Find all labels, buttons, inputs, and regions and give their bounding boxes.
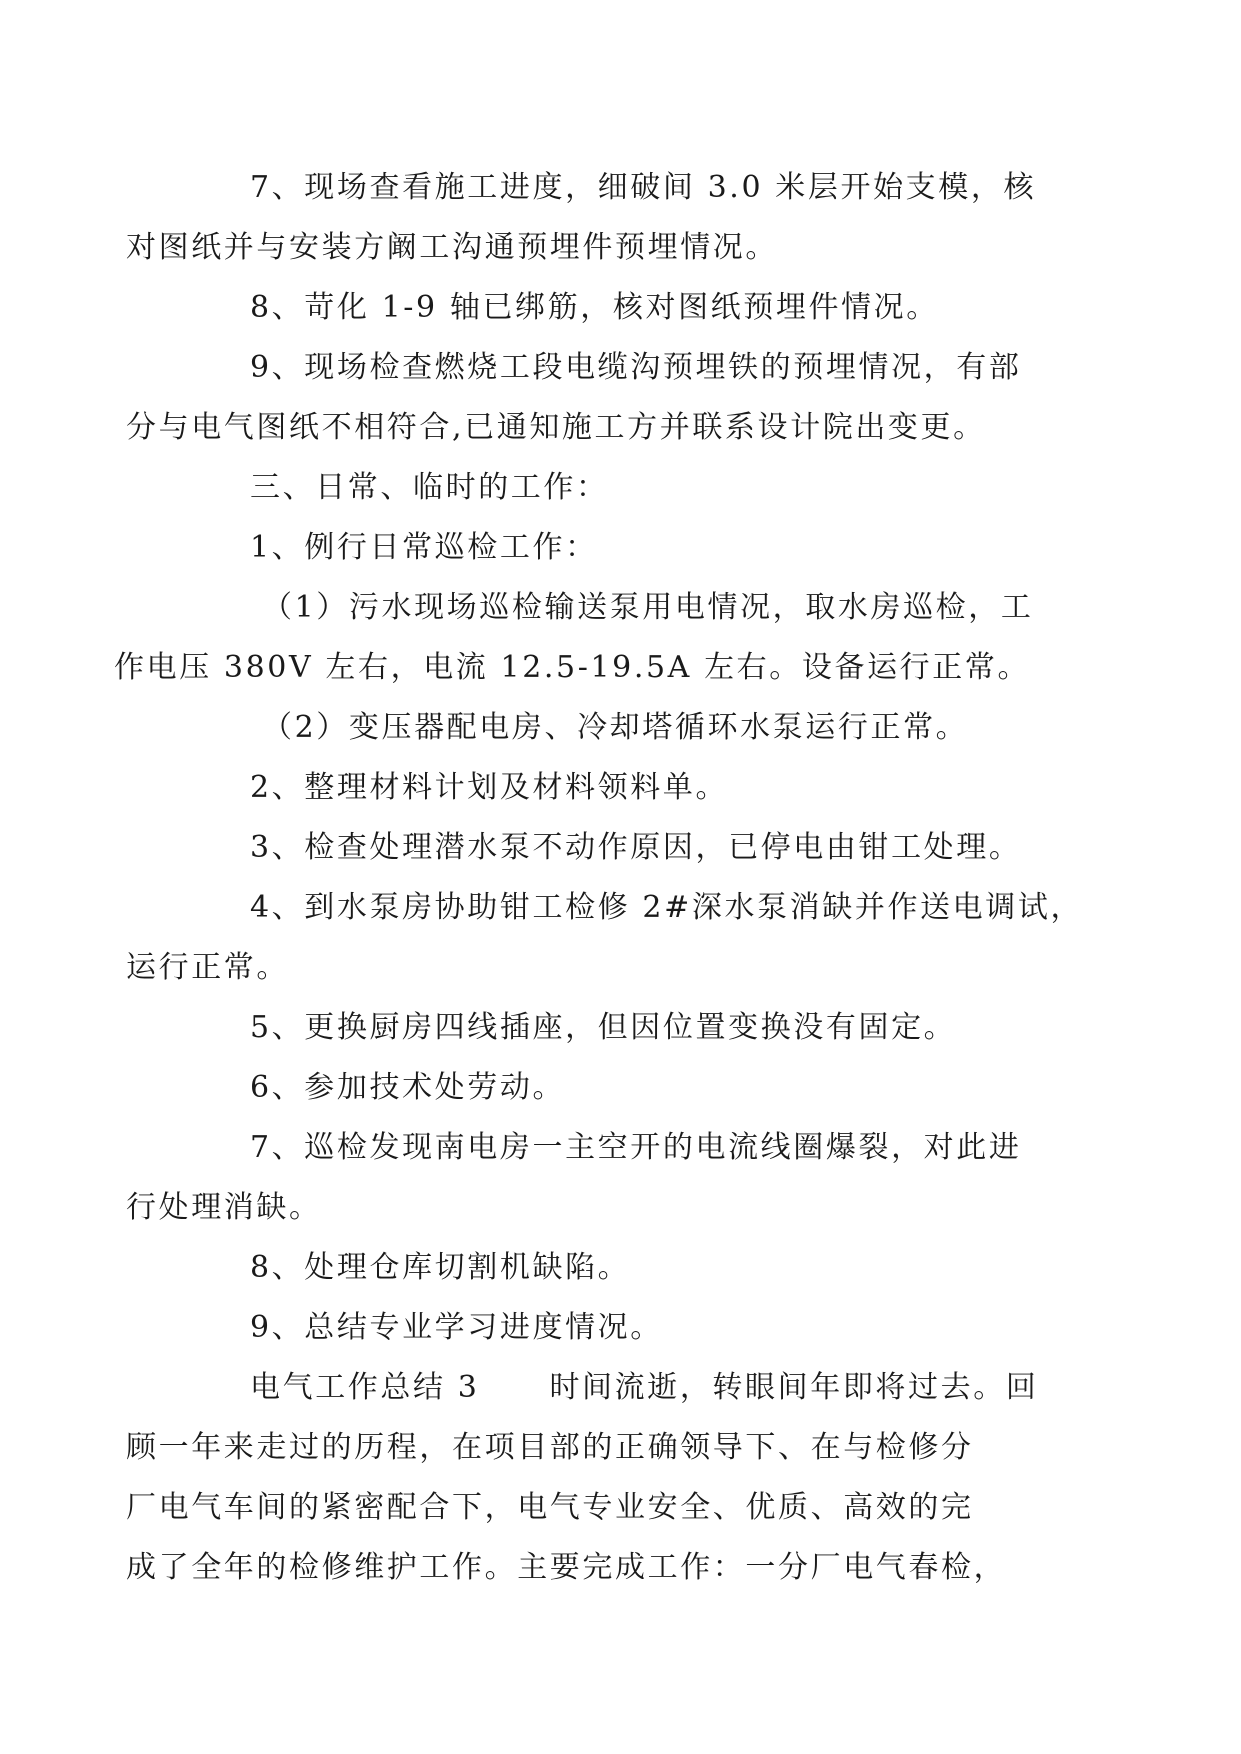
text-line: 对图纸并与安装方阚工沟通预埋件预埋情况。 [126, 230, 778, 265]
document-body [114, 158, 1084, 1598]
summary-heading: 电气工作总结 3 [250, 1370, 480, 1405]
text-line: 9、总结专业学习进度情况。 [250, 1310, 663, 1345]
text-line: 三、日常、临时的工作： [250, 470, 609, 505]
text-line: 行处理消缺。 [126, 1190, 322, 1225]
summary-first-line: 时间流逝，转眼间年即将过去。回 [549, 1370, 1039, 1405]
paragraph-item-9-cable-trench [126, 338, 1058, 458]
text-line: 8、处理仓库切割机缺陷。 [250, 1250, 631, 1285]
text-line: 9、现场检查燃烧工段电缆沟预埋铁的预埋情况，有部 [250, 350, 1022, 385]
paragraph-summary-3 [126, 1358, 1058, 1598]
paragraph-daily-5 [188, 998, 1058, 1058]
paragraph-daily-8 [188, 1238, 1058, 1298]
text-line: 3、检查处理潜水泵不动作原因，已停电由钳工处理。 [250, 830, 1022, 865]
paragraph-item-7-progress [126, 158, 1058, 278]
text-line: （2）变压器配电房、冷却塔循环水泵运行正常。 [262, 710, 969, 745]
paragraph-daily-6 [188, 1058, 1058, 1118]
text-line: 运行正常。 [126, 950, 289, 985]
text-line: 7、巡检发现南电房一主空开的电流线圈爆裂，对此进 [250, 1130, 1022, 1165]
text-line: 1、例行日常巡检工作： [250, 530, 598, 565]
text-line: 5、更换厨房四线插座，但因位置变换没有固定。 [250, 1010, 957, 1045]
text-line: （1）污水现场巡检输送泵用电情况，取水房巡检，工 [262, 590, 1034, 625]
text-line: 2、整理材料计划及材料领料单。 [250, 770, 729, 805]
text-line: 8、苛化 1-9 轴已绑筋，核对图纸预埋件情况。 [250, 290, 939, 325]
paragraph-daily-1-sub-2 [188, 698, 1058, 758]
paragraph-daily-1-sub-1 [114, 578, 1058, 698]
paragraph-daily-3 [188, 818, 1058, 878]
text-line: 分与电气图纸不相符合,已通知施工方并联系设计院出变更。 [126, 410, 986, 445]
text-line: 顾一年来走过的历程，在项目部的正确领导下、在与检修分 [126, 1430, 974, 1465]
paragraph-daily-9 [188, 1298, 1058, 1358]
section-heading-daily-work [188, 458, 1058, 518]
paragraph-item-8-rebar [188, 278, 1058, 338]
text-line: 6、参加技术处劳动。 [250, 1070, 566, 1105]
text-line [188, 1358, 1058, 1418]
paragraph-daily-7 [126, 1118, 1058, 1238]
paragraph-daily-2 [188, 758, 1058, 818]
paragraph-daily-1 [188, 518, 1058, 578]
text-line: 成了全年的检修维护工作。主要完成工作：一分厂电气春检， [126, 1550, 1007, 1585]
paragraph-daily-4 [126, 878, 1084, 998]
text-line: 4、到水泵房协助钳工检修 2#深水泵消缺并作送电调试， [250, 890, 1084, 925]
text-line: 7、现场查看施工进度，细破间 3.0 米层开始支模，核 [250, 170, 1037, 205]
text-line: 作电压 380V 左右，电流 12.5-19.5A 左右。设备运行正常。 [114, 650, 1031, 685]
text-line: 厂电气车间的紧密配合下，电气专业安全、优质、高效的完 [126, 1490, 974, 1525]
